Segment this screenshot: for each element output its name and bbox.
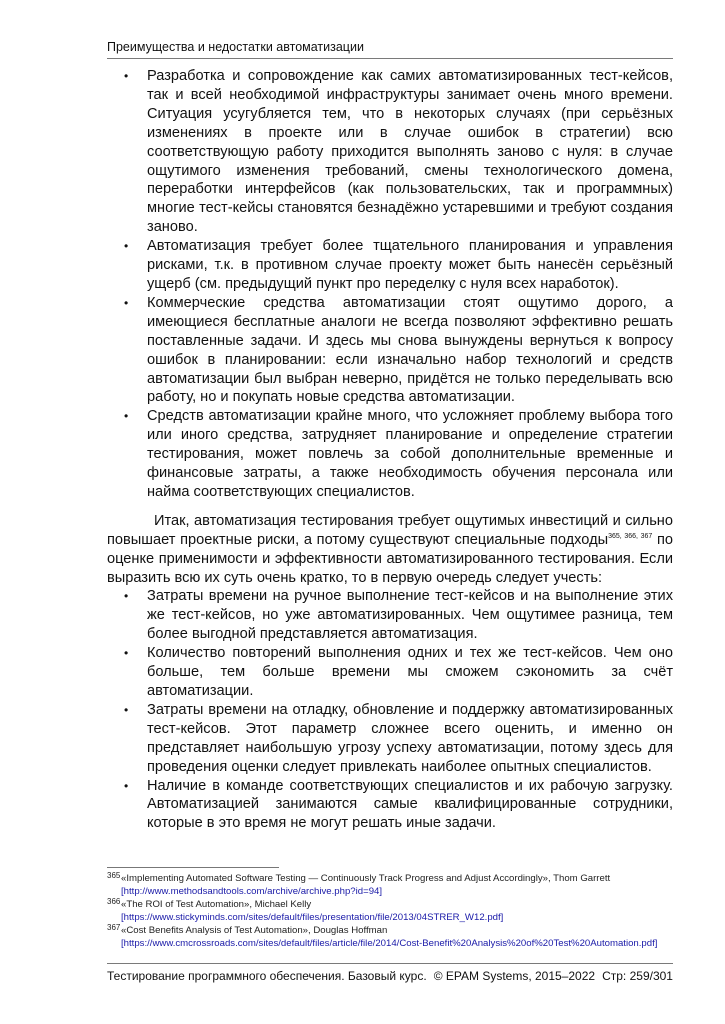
factors-list (107, 587, 673, 833)
summary-paragraph: Итак, автоматизация тестирования требует ощутимых инвестиций и сильно повышает проектные риски, а потому существуют специальные подходы$^{365, 366, 367}$ по оценке применимости и эффективности автоматизированного тестирования. Если выразить всю их суть очень кратко, то в первую очередь следует учесть: (107, 512, 673, 586)
list-item: • Затраты времени на ручное выполнение тест-кейсов и на выполнение этих же тест-кейсов, но уже автоматизированных. Чем ощутимее разница, тем более выгодной представляется автоматизация. (124, 588, 673, 643)
drawbacks-list (107, 67, 673, 502)
bullet-icon: • (124, 295, 129, 310)
list-item: • Количество повторений выполнения одних и тех же тест-кейсов. Чем оно больше, тем больше времени мы сможем сэкономить за счёт автоматизации. (124, 645, 673, 699)
page-body (107, 67, 673, 833)
footer-copyright: © EPAM Systems, 2015–2022 (433, 969, 596, 983)
list-item: • Автоматизация требует более тщательного планирования и управления рисками, т.к. в противном случае проекту может быть нанесён серьёзный ущерб (см. предыдущий пункт про переделку с нуля всех наработок). (124, 238, 673, 292)
footer-page-number: Стр: 259/301 (602, 969, 673, 983)
footnote: 367 «Cost Benefits Analysis of Test Automation», Douglas Hoffman [https://www.cmcrossroads.com/sites/default/files/article/file/2014/Cost-Benefit%20Analysis%20of%20Test%20Automation.pdf] (107, 923, 658, 949)
page-footer (107, 963, 673, 983)
bullet-icon: • (124, 702, 129, 717)
footnote-refs[interactable]: 365, 366, 367 (608, 532, 653, 540)
bullet-icon: • (124, 239, 129, 254)
footnote-link[interactable]: [http://www.methodsandtools.com/archive/archive.php?id=94] (121, 885, 383, 897)
footnote-number: 367 (107, 923, 121, 932)
bullet-icon: • (124, 69, 129, 83)
running-header (107, 40, 673, 59)
footnote: 366 «The ROI of Test Automation», Michael Kelly [https://www.stickyminds.com/sites/default/files/presentation/file/2013/04STRER_W12.pdf] (107, 897, 504, 923)
bullet-icon: • (124, 589, 129, 604)
list-item: • Наличие в команде соответствующих специалистов и их рабочую загрузку. Автоматизацией занимаются самые квалифицированные сотрудники, которые в это время не могут решать иные задачи. (124, 777, 673, 832)
footnote-link[interactable]: [https://www.stickyminds.com/sites/default/files/presentation/file/2013/04STRER_W12.pdf] (121, 911, 504, 923)
bullet-icon: • (124, 646, 129, 661)
header-title: Преимущества и недостатки автоматизации (107, 40, 364, 54)
footnote-number: 365 (107, 871, 121, 880)
footnote: 365 «Implementing Automated Software Testing — Continuously Track Progress and Adjust Accordingly», Thom Garrett [http://www.methodsandtools.com/archive/archive.php?id=94] (107, 871, 611, 897)
list-item: • Средств автоматизации крайне много, что усложняет проблему выбора того или иного средства, затрудняет планирование и определение стратегии тестирования, может повлечь за собой дополнительные временные и финансовые затраты, а также необходимость обучения персонала или найма соответствующих специалистов. (124, 408, 673, 500)
footnotes (107, 873, 673, 951)
bullet-icon: • (124, 409, 129, 424)
bullet-icon: • (124, 778, 129, 793)
footnote-link[interactable]: [https://www.cmcrossroads.com/sites/default/files/article/file/2014/Cost-Benefit%20Analysis%20of%20Test%20Automation.pdf] (121, 937, 658, 949)
footnote-number: 366 (107, 897, 121, 906)
footer-course: Тестирование программного обеспечения. Базовый курс. (107, 969, 427, 983)
list-item: • Затраты времени на отладку, обновление и поддержку автоматизированных тест-кейсов. Этот параметр сложнее всего оценить, и именно он представляет наибольшую угрозу успеху автоматизации, потому здесь для проведения оценки следует привлекать наиболее опытных специалистов. (124, 701, 673, 775)
footnote-divider (107, 867, 279, 868)
list-item: • Коммерческие средства автоматизации стоят ощутимо дорого, а имеющиеся бесплатные аналоги не всегда позволяют эффективно решать поставленные задачи. И здесь мы снова вынуждены вернуться к вопросу ошибок в планировании: если изначально набор технологий и средств автоматизации был выбран неверно, придётся не только переделывать всю работу, но и покупать новые средства автоматизации. (124, 294, 673, 406)
list-item: • Разработка и сопровождение как самих автоматизированных тест-кейсов, так и всей необходимой инфраструктуры занимает очень много времени. Ситуация усугубляется тем, что в некоторых случаях (при серьёзных изменениях в проекте или в случае ошибок в стратегии) всю соответствующую работу приходится выполнять заново с нуля: в случае ощутимого изменения требований, смены технологического домена, переработки интерфейсов (как пользовательских, так и программных) многие тест-кейсы становятся безнадёжно устаревшими и требуют создания заново. (124, 68, 673, 236)
